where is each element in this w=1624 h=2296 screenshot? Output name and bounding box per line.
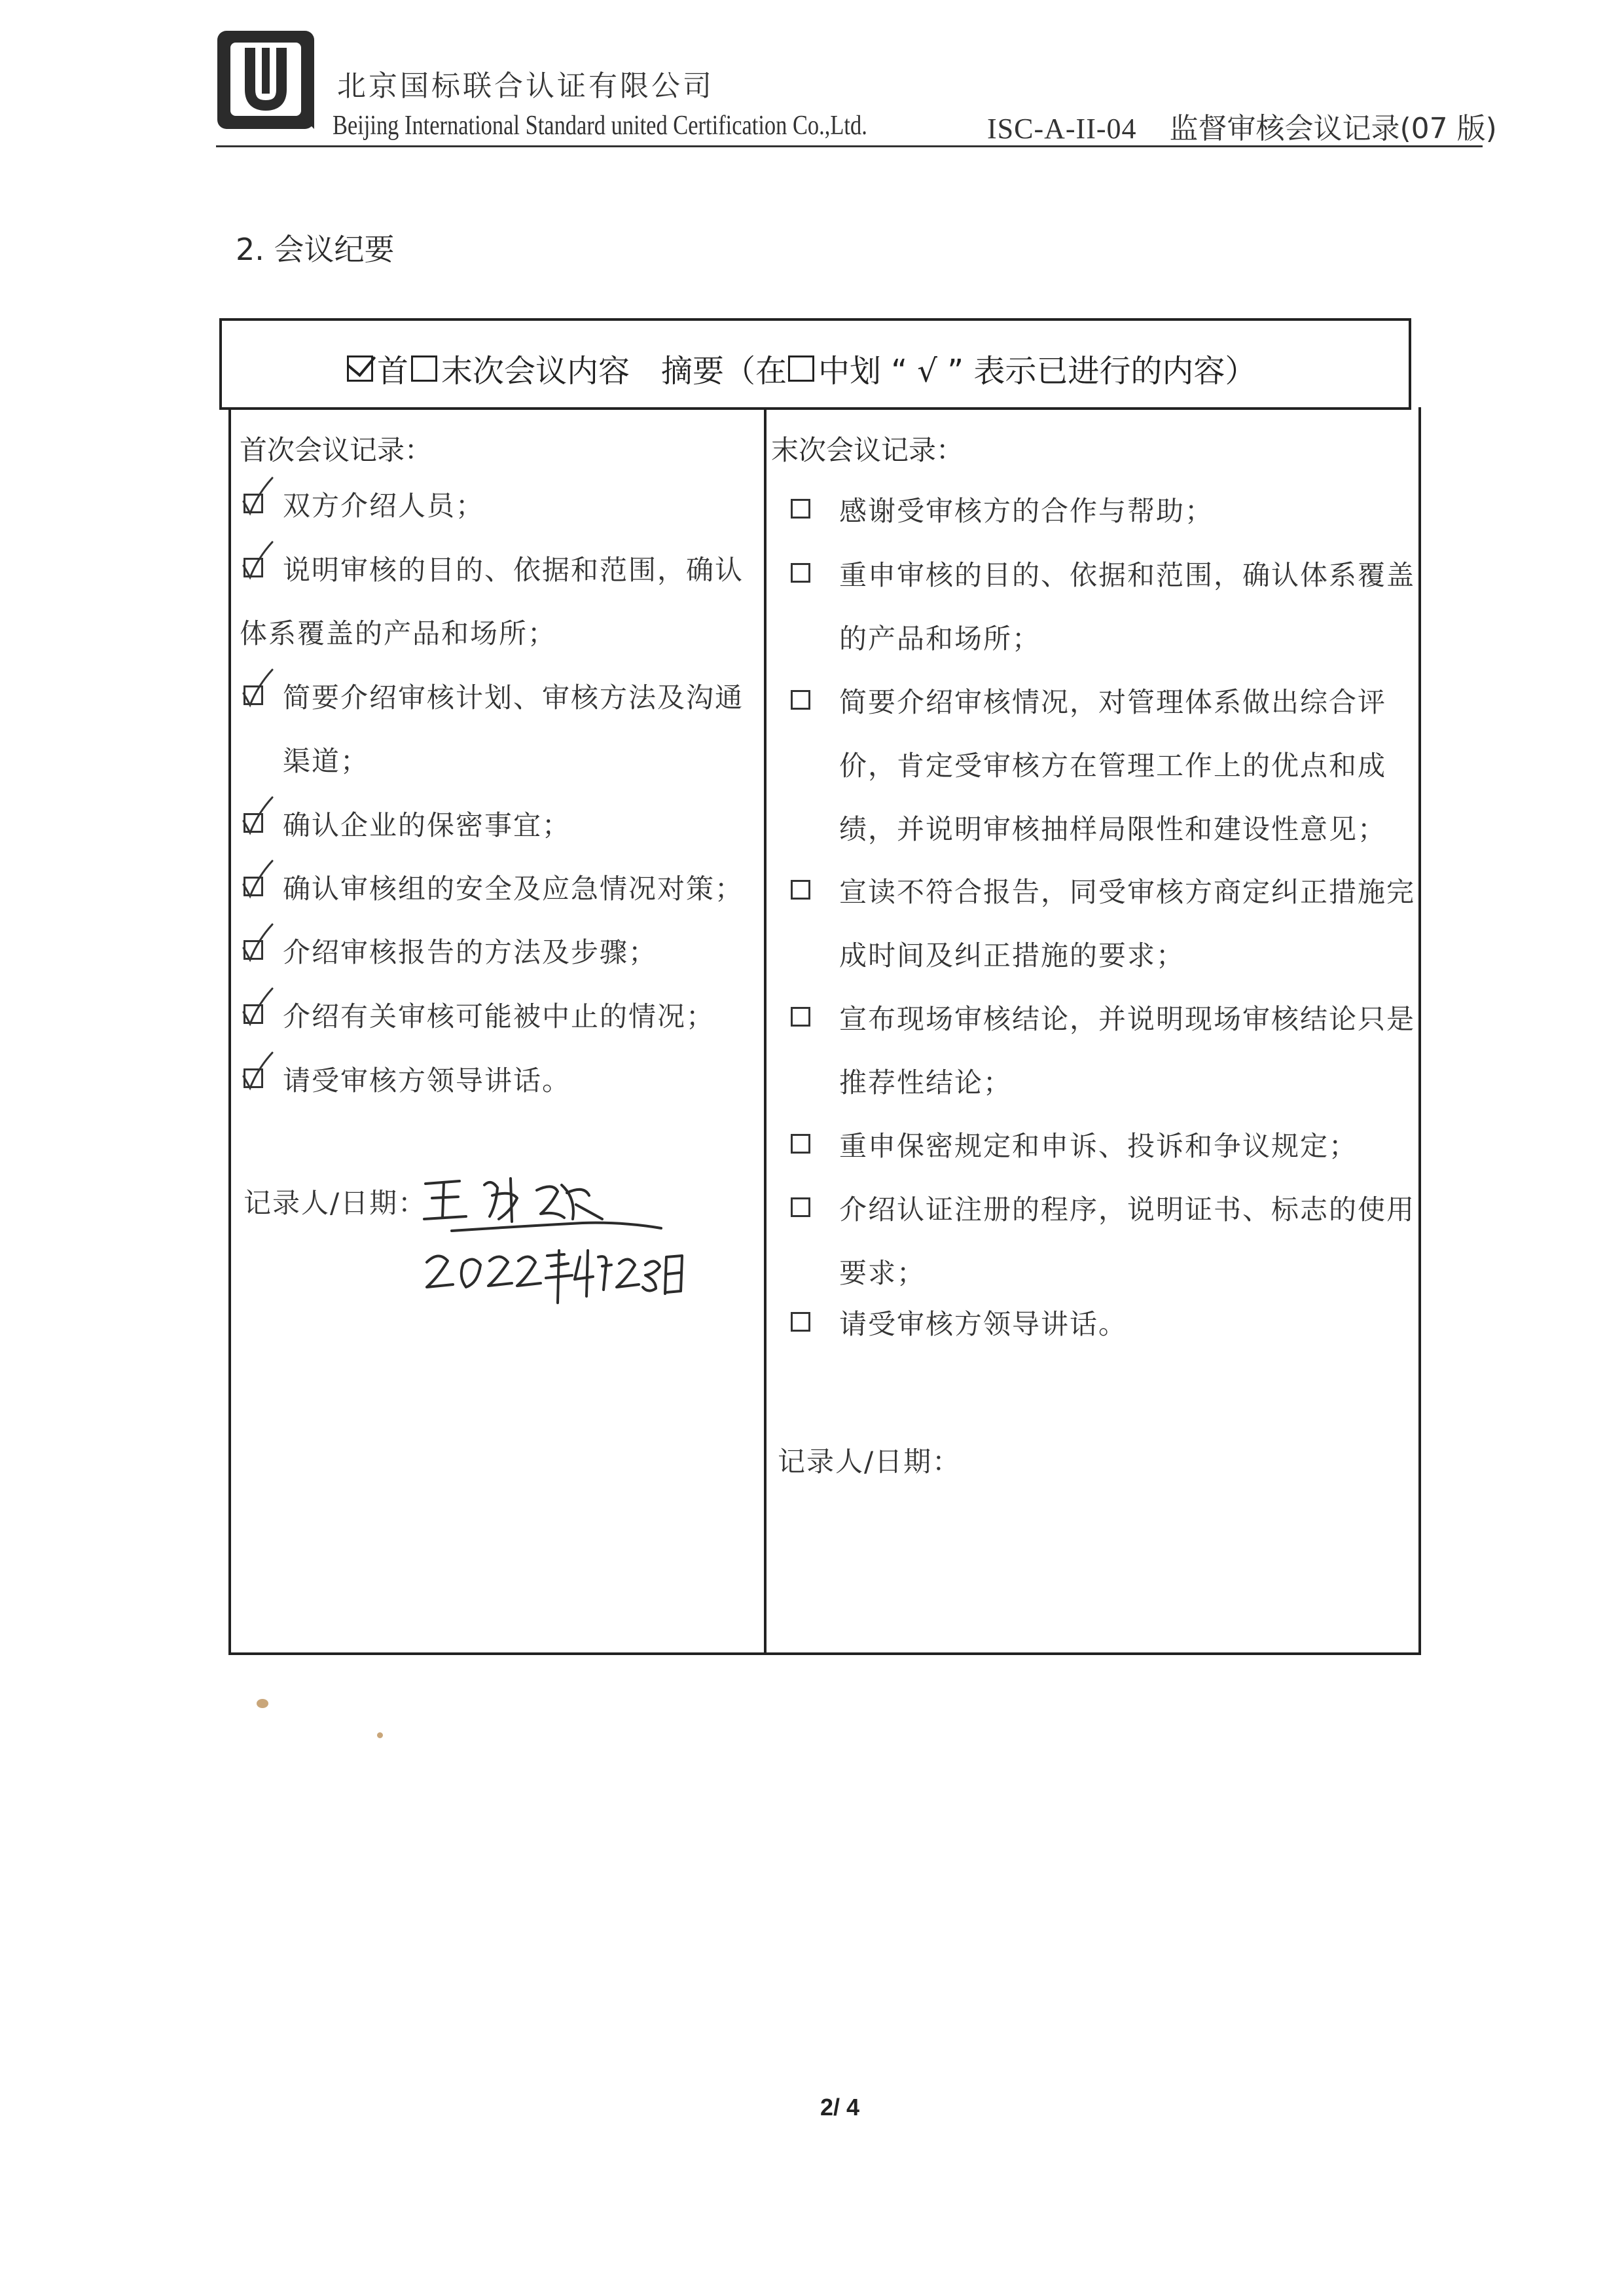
company-name-cn: 北京国标联合认证有限公司 [337,69,714,103]
summary-instruction: 中划 “ √ ” 表示已进行的内容） [818,353,1257,390]
paper-speck [257,1699,268,1708]
last-meeting-item-text: 宣布现场审核结论，并说明现场审核结论只是 [839,1003,1416,1035]
table-heading [347,346,1256,391]
last-meeting-recorder-label: 记录人/日期： [778,1446,962,1478]
first-meeting-item-text: 确认审核组的安全及应急情况对策； [283,873,744,905]
page-number: 2/ 4 [820,2094,860,2121]
last-meeting-item-checkbox[interactable] [791,1197,810,1217]
last-meeting-label: 末次会议内容 [441,353,630,390]
last-meeting-item-text: 简要介绍审核情况，对管理体系做出综合评 [839,686,1387,718]
last-meeting-item-checkbox[interactable] [791,1007,810,1027]
handwritten-check-icon [241,1050,275,1092]
last-meeting-item-text: 绩，并说明审核抽样局限性和建设性意见； [839,813,1387,845]
first-meeting-label: 首 [377,353,409,390]
last-meeting-item-text: 介绍认证注册的程序，说明证书、标志的使用 [839,1194,1416,1226]
table-border-left-top [219,318,222,410]
last-meeting-item-text: 重申审核的目的、依据和范围，确认体系覆盖 [839,559,1416,591]
handwritten-check-icon [241,667,275,709]
summary-label: 摘要（在 [661,353,787,390]
last-meeting-item-checkbox[interactable] [791,1312,810,1332]
document-code [987,105,1497,147]
last-meeting-item-text: 价，肯定受审核方在管理工作上的优点和成 [839,750,1387,782]
handwritten-check-icon [241,922,275,964]
handwritten-check-icon [241,986,275,1028]
last-meeting-item-text: 的产品和场所； [839,623,1041,655]
last-meeting-item-text: 请受审核方领导讲话。 [839,1308,1128,1340]
last-meeting-checkbox[interactable] [411,355,437,382]
last-meeting-item-checkbox[interactable] [791,690,810,710]
first-meeting-checkbox[interactable] [347,355,373,382]
handwritten-check-icon [241,858,275,900]
last-meeting-item-text: 要求； [839,1257,926,1289]
first-meeting-item-text: 介绍审核报告的方法及步骤； [283,936,658,968]
first-meeting-item-text: 渠道； [283,745,370,777]
first-meeting-title: 首次会议记录： [240,434,433,466]
table-border-right [1418,407,1421,1655]
first-meeting-item-text: 简要介绍审核计划、审核方法及沟通 [283,682,744,714]
document-code-number: ISC-A-II-04 [987,113,1137,145]
table-border-left [228,407,231,1655]
table-column-divider [764,407,767,1655]
company-logo [216,29,316,137]
table-heading-divider [219,407,1411,410]
handwritten-signature [412,1159,687,1316]
last-meeting-title: 末次会议记录： [771,434,964,466]
table-border-right-top [1409,318,1411,410]
table-border-top [219,318,1411,321]
last-meeting-item-checkbox[interactable] [791,880,810,900]
handwritten-check-icon [241,539,275,581]
last-meeting-item-text: 推荐性结论； [839,1066,1013,1099]
table-border-bottom [228,1652,1421,1655]
first-meeting-item-text: 介绍有关审核可能被中止的情况； [283,1000,715,1032]
last-meeting-item-text: 宣读不符合报告，同受审核方商定纠正措施完 [839,876,1416,908]
handwritten-check-icon [241,795,275,837]
document-title: 监督审核会议记录(07 版) [1169,112,1497,145]
first-meeting-item-text: 说明审核的目的、依据和范围，确认 [283,554,744,586]
first-meeting-recorder-label: 记录人/日期： [244,1187,427,1219]
last-meeting-item-checkbox[interactable] [791,499,810,519]
last-meeting-item-text: 成时间及纠正措施的要求； [839,939,1185,972]
first-meeting-item-text: 请受审核方领导讲话。 [283,1065,571,1097]
header-divider [216,145,1483,147]
company-name-en: Beijing International Standard united Certification Co.,Ltd. [333,111,867,141]
first-meeting-item-text: 确认企业的保密事宜； [283,809,571,841]
section-title: 2. 会议纪要 [236,232,395,267]
last-meeting-item-text: 重申保密规定和申诉、投诉和争议规定； [839,1130,1358,1162]
summary-box-icon [788,355,814,382]
first-meeting-item-text: 双方介绍人员； [283,490,485,522]
first-meeting-item-text: 体系覆盖的产品和场所； [240,617,557,649]
last-meeting-item-checkbox[interactable] [791,563,810,583]
last-meeting-item-checkbox[interactable] [791,1134,810,1154]
last-meeting-item-text: 感谢受审核方的合作与帮助； [839,495,1214,527]
handwritten-check-icon [241,475,275,517]
paper-speck [377,1732,383,1738]
